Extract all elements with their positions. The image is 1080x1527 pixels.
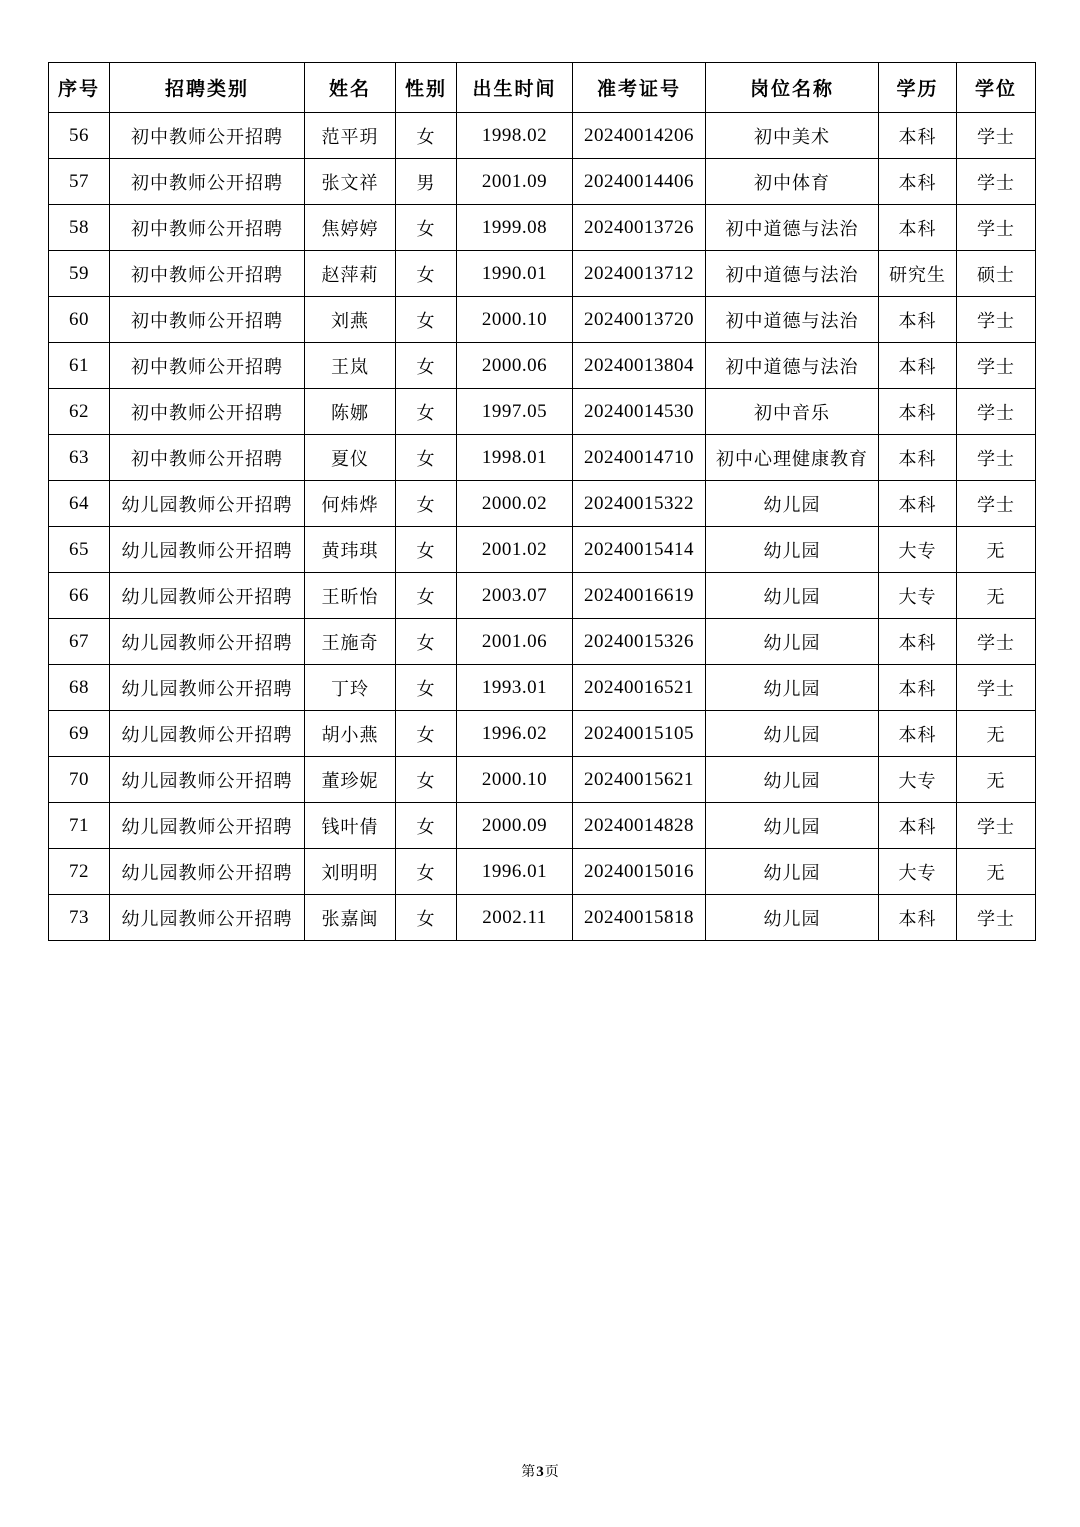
cell-birth-date: 2000.06 [457,343,573,389]
cell-birth-date: 2000.10 [457,757,573,803]
table-header-row [49,63,1036,113]
cell-category: 幼儿园教师公开招聘 [110,619,305,665]
cell-degree: 学士 [957,803,1036,849]
cell-gender: 女 [396,343,457,389]
cell-birth-date: 2001.09 [457,159,573,205]
cell-gender: 女 [396,435,457,481]
cell-category: 初中教师公开招聘 [110,435,305,481]
cell-position: 幼儿园 [706,527,879,573]
cell-position: 初中体育 [706,159,879,205]
cell-category: 幼儿园教师公开招聘 [110,849,305,895]
cell-birth-date: 2000.10 [457,297,573,343]
cell-education: 本科 [879,159,957,205]
table-row [49,205,1036,251]
cell-position: 幼儿园 [706,619,879,665]
cell-name: 何炜烨 [305,481,396,527]
cell-exam-ticket: 20240015105 [573,711,706,757]
cell-position: 幼儿园 [706,895,879,941]
table-row [49,343,1036,389]
cell-serial: 65 [49,527,110,573]
cell-position: 初中道德与法治 [706,343,879,389]
header-education: 学历 [879,63,957,113]
cell-name: 夏仪 [305,435,396,481]
cell-gender: 女 [396,711,457,757]
cell-position: 幼儿园 [706,849,879,895]
cell-degree: 学士 [957,481,1036,527]
cell-position: 初中美术 [706,113,879,159]
cell-exam-ticket: 20240014406 [573,159,706,205]
cell-serial: 63 [49,435,110,481]
cell-birth-date: 2000.09 [457,803,573,849]
cell-gender: 女 [396,895,457,941]
cell-degree: 学士 [957,619,1036,665]
cell-gender: 女 [396,849,457,895]
cell-degree: 无 [957,711,1036,757]
cell-education: 大专 [879,527,957,573]
table-body [49,113,1036,941]
cell-education: 大专 [879,573,957,619]
cell-exam-ticket: 20240015016 [573,849,706,895]
cell-category: 初中教师公开招聘 [110,343,305,389]
cell-category: 幼儿园教师公开招聘 [110,573,305,619]
cell-position: 幼儿园 [706,573,879,619]
cell-education: 大专 [879,849,957,895]
header-exam-ticket-number: 准考证号 [573,63,706,113]
cell-degree: 硕士 [957,251,1036,297]
cell-category: 初中教师公开招聘 [110,297,305,343]
cell-category: 幼儿园教师公开招聘 [110,665,305,711]
table-row [49,481,1036,527]
header-degree: 学位 [957,63,1036,113]
cell-exam-ticket: 20240013720 [573,297,706,343]
table-row [49,251,1036,297]
cell-position: 幼儿园 [706,481,879,527]
cell-name: 刘燕 [305,297,396,343]
cell-exam-ticket: 20240015322 [573,481,706,527]
cell-degree: 学士 [957,343,1036,389]
cell-degree: 学士 [957,297,1036,343]
cell-birth-date: 2000.02 [457,481,573,527]
cell-birth-date: 2001.06 [457,619,573,665]
cell-serial: 61 [49,343,110,389]
page-footer [0,1461,1080,1481]
cell-gender: 男 [396,159,457,205]
cell-exam-ticket: 20240015326 [573,619,706,665]
cell-name: 王岚 [305,343,396,389]
cell-exam-ticket: 20240014828 [573,803,706,849]
cell-birth-date: 1997.05 [457,389,573,435]
cell-serial: 71 [49,803,110,849]
table-row [49,711,1036,757]
cell-name: 张文祥 [305,159,396,205]
cell-category: 初中教师公开招聘 [110,389,305,435]
cell-degree: 学士 [957,113,1036,159]
cell-degree: 无 [957,849,1036,895]
table-row [49,665,1036,711]
cell-degree: 无 [957,527,1036,573]
cell-education: 本科 [879,343,957,389]
cell-category: 初中教师公开招聘 [110,159,305,205]
cell-exam-ticket: 20240016619 [573,573,706,619]
cell-name: 张嘉闽 [305,895,396,941]
cell-category: 幼儿园教师公开招聘 [110,895,305,941]
cell-name: 赵萍莉 [305,251,396,297]
cell-exam-ticket: 20240014530 [573,389,706,435]
cell-name: 刘明明 [305,849,396,895]
cell-position: 幼儿园 [706,665,879,711]
cell-degree: 学士 [957,205,1036,251]
cell-exam-ticket: 20240015621 [573,757,706,803]
cell-gender: 女 [396,389,457,435]
recruitment-table [48,62,1036,941]
cell-birth-date: 1990.01 [457,251,573,297]
cell-gender: 女 [396,251,457,297]
cell-name: 陈娜 [305,389,396,435]
cell-education: 本科 [879,895,957,941]
cell-gender: 女 [396,757,457,803]
footer-suffix: 页 [544,1464,559,1480]
cell-position: 初中道德与法治 [706,251,879,297]
cell-category: 初中教师公开招聘 [110,113,305,159]
cell-position: 初中音乐 [706,389,879,435]
cell-category: 幼儿园教师公开招聘 [110,711,305,757]
cell-education: 本科 [879,389,957,435]
cell-position: 幼儿园 [706,757,879,803]
cell-name: 王昕怡 [305,573,396,619]
cell-exam-ticket: 20240013804 [573,343,706,389]
cell-serial: 72 [49,849,110,895]
header-name: 姓名 [305,63,396,113]
cell-category: 初中教师公开招聘 [110,205,305,251]
cell-exam-ticket: 20240013712 [573,251,706,297]
cell-birth-date: 1998.02 [457,113,573,159]
cell-position: 初中道德与法治 [706,205,879,251]
cell-serial: 69 [49,711,110,757]
cell-position: 初中心理健康教育 [706,435,879,481]
header-serial: 序号 [49,63,110,113]
cell-exam-ticket: 20240014206 [573,113,706,159]
cell-serial: 62 [49,389,110,435]
cell-serial: 58 [49,205,110,251]
cell-education: 本科 [879,665,957,711]
header-recruitment-category: 招聘类别 [110,63,305,113]
cell-exam-ticket: 20240014710 [573,435,706,481]
cell-name: 胡小燕 [305,711,396,757]
cell-education: 研究生 [879,251,957,297]
cell-serial: 64 [49,481,110,527]
cell-name: 王施奇 [305,619,396,665]
cell-name: 范平玥 [305,113,396,159]
table-row [49,573,1036,619]
cell-serial: 66 [49,573,110,619]
cell-birth-date: 2001.02 [457,527,573,573]
table-row [49,619,1036,665]
cell-gender: 女 [396,573,457,619]
cell-birth-date: 1998.01 [457,435,573,481]
header-position-name: 岗位名称 [706,63,879,113]
cell-serial: 68 [49,665,110,711]
cell-degree: 学士 [957,895,1036,941]
cell-exam-ticket: 20240013726 [573,205,706,251]
cell-degree: 无 [957,757,1036,803]
cell-education: 本科 [879,205,957,251]
cell-education: 本科 [879,711,957,757]
table-row [49,803,1036,849]
cell-exam-ticket: 20240016521 [573,665,706,711]
cell-education: 本科 [879,803,957,849]
cell-category: 幼儿园教师公开招聘 [110,481,305,527]
cell-position: 初中道德与法治 [706,297,879,343]
cell-birth-date: 2002.11 [457,895,573,941]
cell-position: 幼儿园 [706,803,879,849]
cell-education: 本科 [879,297,957,343]
cell-gender: 女 [396,113,457,159]
page-number: 3 [536,1464,544,1480]
table-row [49,159,1036,205]
cell-name: 黄玮琪 [305,527,396,573]
cell-name: 钱叶倩 [305,803,396,849]
cell-degree: 学士 [957,159,1036,205]
recruitment-table-container [48,62,1035,941]
header-birth-date: 出生时间 [457,63,573,113]
cell-education: 本科 [879,481,957,527]
cell-gender: 女 [396,803,457,849]
table-row [49,297,1036,343]
table-row [49,757,1036,803]
cell-gender: 女 [396,665,457,711]
cell-birth-date: 1996.01 [457,849,573,895]
cell-education: 本科 [879,435,957,481]
cell-gender: 女 [396,481,457,527]
cell-name: 丁玲 [305,665,396,711]
cell-serial: 73 [49,895,110,941]
table-row [49,435,1036,481]
cell-birth-date: 1993.01 [457,665,573,711]
footer-prefix: 第 [521,1464,536,1480]
header-gender: 性别 [396,63,457,113]
cell-name: 焦婷婷 [305,205,396,251]
cell-serial: 56 [49,113,110,159]
cell-serial: 70 [49,757,110,803]
cell-degree: 学士 [957,665,1036,711]
cell-exam-ticket: 20240015818 [573,895,706,941]
cell-degree: 学士 [957,389,1036,435]
cell-serial: 67 [49,619,110,665]
cell-gender: 女 [396,205,457,251]
cell-category: 初中教师公开招聘 [110,251,305,297]
cell-position: 幼儿园 [706,711,879,757]
cell-serial: 60 [49,297,110,343]
table-row [49,113,1036,159]
cell-degree: 学士 [957,435,1036,481]
cell-category: 幼儿园教师公开招聘 [110,757,305,803]
cell-education: 本科 [879,619,957,665]
cell-exam-ticket: 20240015414 [573,527,706,573]
table-row [49,389,1036,435]
cell-birth-date: 1999.08 [457,205,573,251]
cell-name: 董珍妮 [305,757,396,803]
cell-gender: 女 [396,527,457,573]
cell-birth-date: 1996.02 [457,711,573,757]
cell-serial: 59 [49,251,110,297]
cell-category: 幼儿园教师公开招聘 [110,527,305,573]
table-row [49,849,1036,895]
cell-category: 幼儿园教师公开招聘 [110,803,305,849]
cell-serial: 57 [49,159,110,205]
cell-education: 大专 [879,757,957,803]
table-row [49,895,1036,941]
table-row [49,527,1036,573]
cell-gender: 女 [396,297,457,343]
cell-degree: 无 [957,573,1036,619]
cell-birth-date: 2003.07 [457,573,573,619]
cell-education: 本科 [879,113,957,159]
cell-gender: 女 [396,619,457,665]
